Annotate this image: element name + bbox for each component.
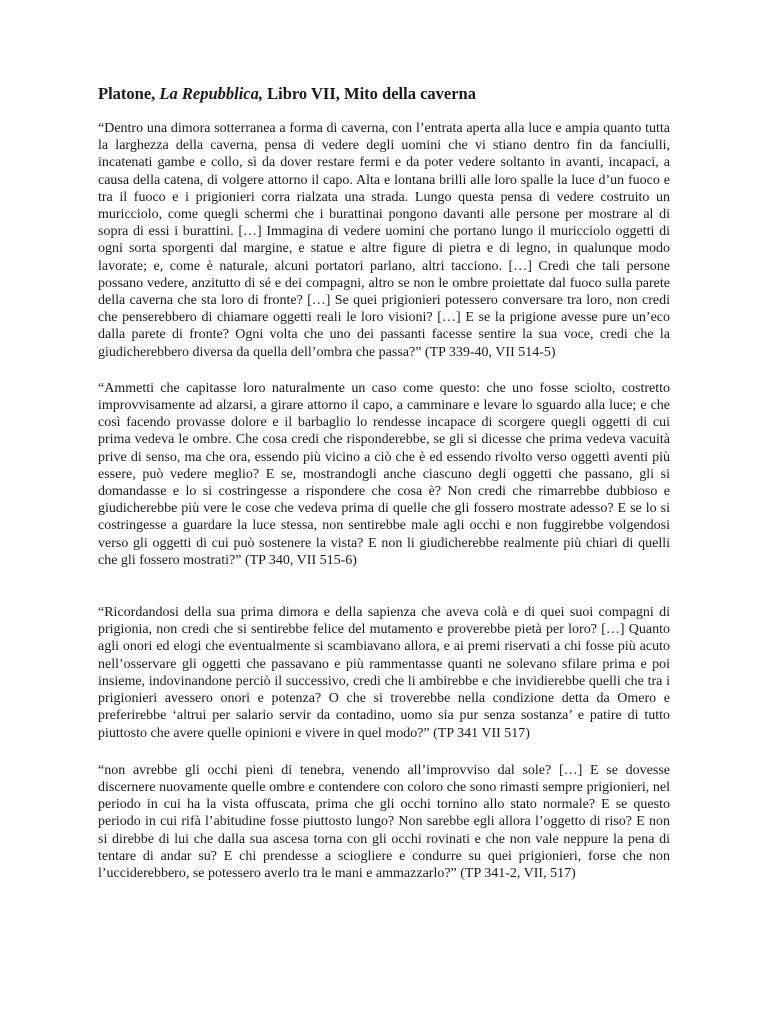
paragraph-1: “Dentro una dimora sotterranea a forma di caverna, con l’entrata aperta alla luce e ampia quanto tutta la larghezza della caverna, pensa di vedere degli uomini che vi stiano dentro fin da fanciulli, incatenati gambe e collo, sì da dover restare fermi e da poter vedere soltanto in avanti, incapaci, a causa della catena, di volgere attorno il capo. Alta e lontana brilli alle loro spalle la luce d’un fuoco e tra il fuoco e i prigionieri corra rialzata una strada. Lungo questa pensa di vedere costruito un muricciolo, come quegli schermi che i burattinai pongono davanti alle persone per mostrare al di sopra di essi i burattini. […] Immagina di vedere uomini che portano lungo il muricciolo oggetti di ogni sorta sporgenti dal margine, e statue e altre figure di pietra e di legno, in qualunque modo lavorate; e, come è naturale, alcuni portatori parlano, altri tacciono. […] Credi che tali persone possano vedere, anzitutto di sé e dei compagni, altro se non le ombre proiettate dal fuoco sulla parete della caverna che sta loro di fronte? […] Se quei prigionieri potessero conversare tra loro, non credi che penserebbero di chiamare oggetti reali le loro visioni? […] E se la prigione avesse pure un’eco dalla parete di fronte? Ogni volta che uno dei passanti facesse sentire la sua voce, credi che la giudicherebbero diversa da quella dell’ombra che passa?” (TP 339-40, VII 514-5)	[98, 121, 670, 360]
title-author: Platone,	[98, 84, 160, 103]
paragraph-3: “Ricordandosi della sua prima dimora e della sapienza che aveva colà e di quei suoi compagni di prigionia, non credi che si sentirebbe felice del mutamento e proverebbe pietà per loro? […] Quanto agli onori ed elogi che eventualmente si scambiavano allora, e ai premi riservati a chi fosse più acuto nell’osservare gli oggetti che passavano e più rammentasse quanti ne solevano sfilare prima e poi insieme, indovinandone perciò il successivo, credi che li ambirebbe e che invidierebbe quelli che tra i prigionieri avessero onori e potenza? O che si troverebbe nella condizione detta da Omero e preferirebbe ‘altrui per salario servir da contadino, uomo sia pur senza sostanza’ e patire di tutto piuttosto che avere quelle opinioni e vivere in quel modo?” (TP 341 VII 517)	[98, 605, 670, 741]
title-work: La Repubblica,	[159, 84, 263, 103]
paragraph-4: “non avrebbe gli occhi pieni di tenebra, venendo all’improvviso dal sole? […] E se dovesse discernere nuovamente quelle ombre e contendere con coloro che sono rimasti sempre prigionieri, nel periodo in cui ha la vista offuscata, prima che gli occhi tornino allo stato normale? E se questo periodo in cui rifà l’abitudine fosse piuttosto lungo? Non sarebbe egli allora l’oggetto di riso? E non si direbbe di lui che dalla sua ascesa torna con gli occhi rovinati e che non vale neppure la pena di tentare di andar su? E chi prendesse a sciogliere e condurre su quei prigionieri, forse che non l’ucciderebbero, se potessero averlo tra le mani e ammazzarlo?” (TP 341-2, VII, 517)	[98, 762, 670, 881]
paragraph-2: “Ammetti che capitasse loro naturalmente un caso come questo: che uno fosse sciolto, costretto improvvisamente ad alzarsi, a girare attorno il capo, a camminare e levare lo sguardo alla luce; e che così facendo provasse dolore e il barbaglio lo rendesse incapace di scorgere quegli oggetti di cui prima vedeva le ombre. Che cosa credi che risponderebbe, se gli si dicesse che prima vedeva vacuità prive di senso, ma che ora, essendo più vicino a ciò che è ed essendo rivolto verso oggetti aventi più essere, può vedere meglio? E se, mostrandogli anche ciascuno degli oggetti che passano, gli si domandasse e lo si costringesse a rispondere che cosa è? Non credi che rimarrebbe dubbioso e giudicherebbe più vere le cose che vedeva prima di quelle che gli fossero mostrate adesso? E se lo si costringesse a guardare la luce stessa, non sentirebbe male agli occhi e non fuggirebbe volgendosi verso gli oggetti di cui può sostenere la vista? E non li giudicherebbe realmente più chiari di quelli che gli fossero mostrati?” (TP 340, VII 515-6)	[98, 380, 670, 568]
title-section: Libro VII, Mito della caverna	[263, 84, 476, 103]
document-title	[98, 84, 670, 104]
